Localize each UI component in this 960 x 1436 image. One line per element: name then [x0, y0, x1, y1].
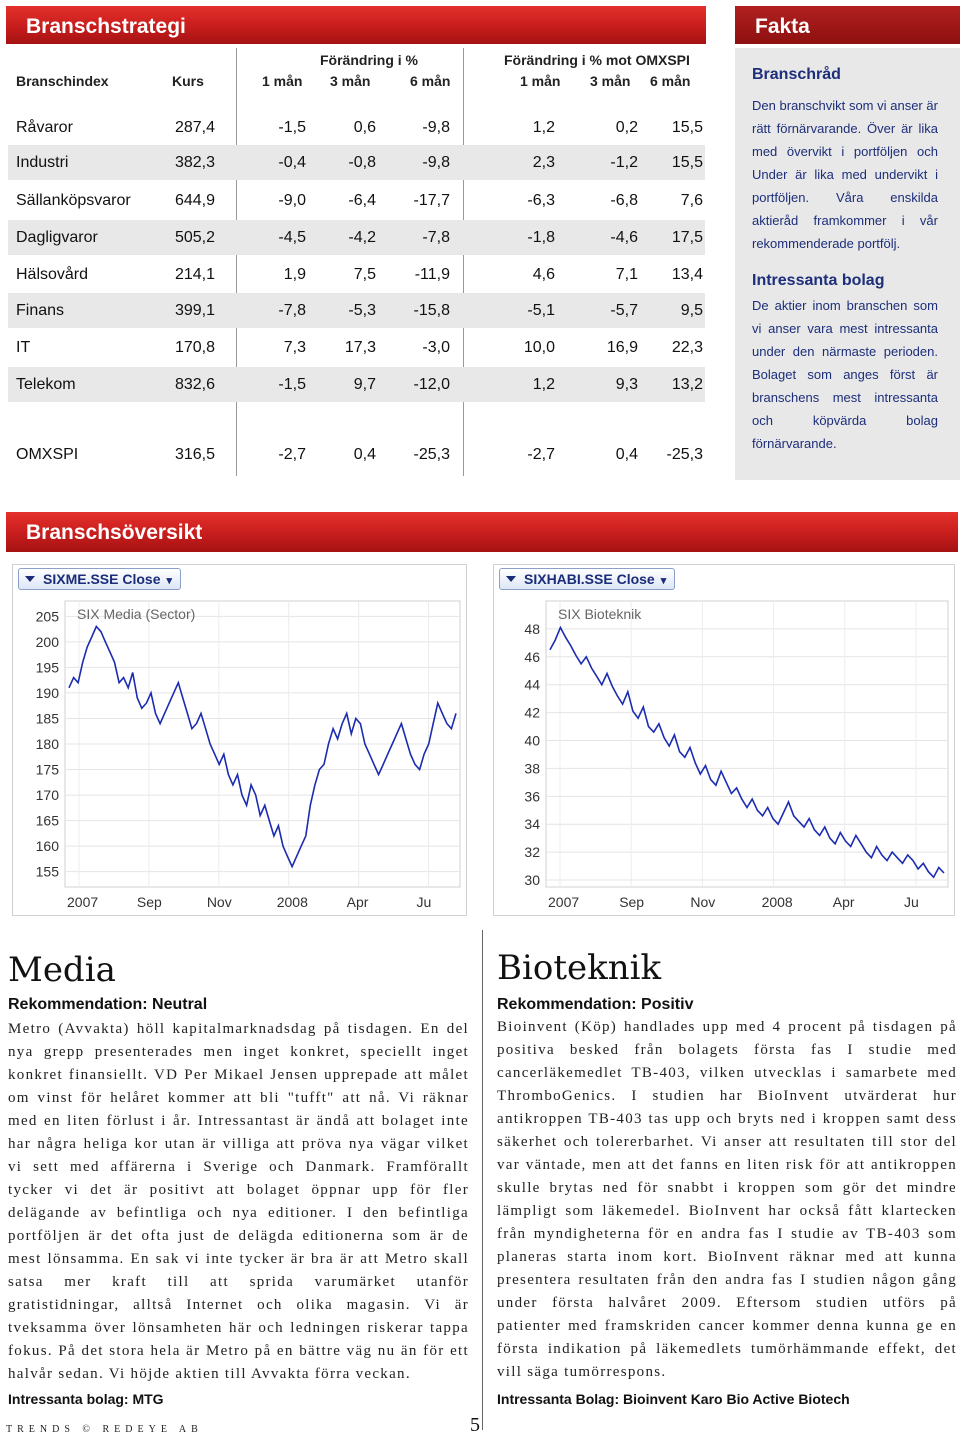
table-cell-value: 7,6	[680, 192, 703, 209]
biotech-chart-tab[interactable]	[499, 568, 675, 590]
fakta-heading-branschrad: Branschråd	[752, 66, 841, 83]
table-cell-value: -7,8	[422, 229, 450, 246]
table-row	[8, 367, 705, 402]
y-tick-label: 180	[35, 736, 59, 752]
table-cell-index-name: Råvaror	[16, 119, 73, 136]
table-row	[8, 257, 705, 292]
chart-title: SIX Media (Sector)	[77, 606, 196, 622]
x-tick-label: Apr	[832, 894, 855, 910]
y-tick-label: 44	[524, 676, 540, 693]
table-row	[8, 220, 705, 255]
biotech-chart	[493, 564, 955, 916]
table-cell-value: 170,8	[174, 339, 215, 356]
table-cell-index-name: Industri	[16, 154, 69, 171]
table-cell-value: 2,3	[532, 154, 555, 171]
media-chart	[12, 564, 467, 916]
table-cell-value: -5,7	[610, 302, 638, 319]
table-cell-value: -4,2	[348, 229, 376, 246]
table-cell-value: -9,0	[278, 192, 306, 209]
x-tick-label: 2008	[761, 894, 793, 910]
chevron-down-icon: ▾	[166, 575, 173, 587]
table-cell-index-name: Dagligvaror	[16, 229, 98, 246]
chevron-down-icon: ▾	[660, 575, 667, 587]
x-tick-label: 2007	[67, 894, 99, 910]
table-cell-value: 832,6	[174, 376, 215, 393]
x-tick-label: Ju	[416, 894, 432, 910]
media-article-body: Metro (Avvakta) höll kapitalmarknadsdag på tisdagen. En del nya grepp presenterades men inget konkret, speciellt inget konkret finansiellt. VD Per Mikael Jensen upprepade att målet om vinst för helåret kommer att bli "tufft" att nå. Vi räknar med en liten förlust i år. Intressantast är ändå att bolaget inte har några heliga kor utan är villiga att pröva nya vägar vilket vi sett med affärerna i Sverige och Danmark. Framförallt tycker vi det är positivt att bolaget öppnar upp för fler delägande av befintliga och nya editioner. I den befintliga portföljen är det ofta just de delägda editionerna som är de mest lönsamma. En sak vi inte tycker är bra är att Metro skall satsa mer kraft till att sprida varumärket utanför gratistidningar, alltså Internet och olika magasin. Vi är tveksamma över lönsamheten här och ledningen riskerar tappa fokus. På det stora hela är Metro på en bättre väg nu än för ett halvår sedan. Vi höjde aktien till Avvakta förra veckan.	[8, 1021, 469, 1382]
strategy-banner: Branschstrategi	[6, 6, 706, 44]
x-tick-label: Apr	[346, 894, 369, 910]
table-cell-index-name: Finans	[16, 302, 65, 319]
table-cell-value: 22,3	[671, 339, 703, 356]
table-cell-value: -17,7	[413, 192, 450, 209]
table-row	[8, 293, 705, 328]
x-tick-label: Ju	[903, 894, 919, 910]
fakta-banner: Fakta	[735, 6, 960, 44]
table-cell-value: 7,3	[283, 339, 306, 356]
table-cell-value: -0,8	[348, 154, 376, 171]
y-tick-label: 48	[524, 620, 540, 637]
table-cell-value: 644,9	[174, 192, 215, 209]
table-cell-value: -5,3	[348, 302, 376, 319]
y-tick-label: 195	[35, 659, 59, 676]
biotech-article-body: Bioinvent (Köp) handlades upp med 4 procent på tisdagen på positiva besked från bolagets första fas I studie med cancerläkemedlet TB-403, vilken utvecklas i samarbete med ThromboGenics. I studien har BioInvent utvärderat hur antikroppen TB-403 tas upp och bryts ned i kroppen samt dess säkerhet och tolererbarhet. Vi anser att resultaten till stor del var väntade, men att det fanns en liten risk för att antikroppen skulle brytas ned för snabbt i kroppen som gör det mindre lämpligt som läkemedel. BioInvent har också fått klartecken från myndigheterna för en andra fas I studie av TB-403 som planeras starta inom kort. BioInvent räknar med att kunna presentera resultaten från den andra fas I studien någon gång under första halvåret 2009. Eftersom studien utförs på patienter med framskriden cancer kommer denna kunna ge en första indikation på läkemedlets tumörhämmande effekt, det vill säga tumörrespons.	[497, 1019, 957, 1380]
table-cell-value: 0,4	[615, 446, 638, 463]
media-interesting-companies: Intressanta bolag: MTG	[8, 1391, 164, 1407]
table-cell-value: -6,4	[348, 192, 376, 209]
table-cell-value: -9,8	[422, 119, 450, 136]
table-cell-value: -5,1	[527, 302, 555, 319]
table-cell-value: 17,5	[671, 229, 703, 246]
footer-publisher: TRENDS © REDEYE AB	[6, 1424, 203, 1435]
table-cell-value: -3,0	[422, 339, 450, 356]
table-cell-value: -1,5	[278, 119, 306, 136]
media-recommendation: Rekommendation: Neutral	[8, 996, 208, 1013]
table-cell-value: 16,9	[606, 339, 638, 356]
table-cell-value: 13,2	[671, 376, 703, 393]
y-tick-label: 34	[524, 816, 540, 833]
column-header: Kurs	[172, 73, 204, 89]
y-tick-label: 170	[35, 787, 59, 804]
table-row	[8, 183, 705, 218]
table-cell-value: 316,5	[174, 446, 215, 463]
table-cell-value: 7,1	[615, 266, 638, 283]
table-cell-value: 399,1	[174, 302, 215, 319]
table-cell-value: 15,5	[671, 154, 703, 171]
table-row	[8, 110, 705, 145]
table-cell-value: 0,4	[353, 446, 376, 463]
table-cell-value: -6,8	[610, 192, 638, 209]
y-tick-label: 185	[35, 710, 59, 727]
y-tick-label: 32	[524, 844, 540, 861]
media-chart-tab-label: SIXME.SSE Close	[43, 571, 161, 587]
table-cell-value: -2,7	[527, 446, 555, 463]
column-header: 6 mån	[410, 73, 451, 89]
biotech-recommendation: Rekommendation: Positiv	[497, 996, 694, 1013]
table-cell-index-name: Hälsovård	[16, 266, 89, 283]
fakta-text-intressanta: De aktier inom branschen som vi anser vara mest intressanta under den närmaste perioden. Bolaget som anges först är branschens mest intressanta och köpvärda bolag förnärvarande.	[752, 298, 938, 451]
table-cell-value: -25,3	[666, 446, 703, 463]
table-cell-value: -6,3	[527, 192, 555, 209]
fakta-text-branschrad: Den branschvikt som vi anser är rätt förnärvarande. Över är lika med övervikt i portföljen och Under är lika med undervikt i portföljen. Våra enskilda aktieråd framkommer i vår rekommenderade portfölj.	[752, 98, 938, 251]
table-cell-value: 1,2	[532, 376, 555, 393]
media-chart-tab[interactable]	[18, 568, 181, 590]
x-tick-label: 2008	[276, 894, 308, 910]
table-cell-value: -12,0	[413, 376, 450, 393]
table-cell-value: -7,8	[278, 302, 306, 319]
table-cell-value: -0,4	[278, 154, 306, 171]
y-tick-label: 36	[524, 788, 540, 805]
biotech-chart-plot	[494, 593, 954, 915]
table-cell-value: -1,2	[610, 154, 638, 171]
media-chart-plot	[13, 593, 466, 915]
column-header: 1 mån	[520, 73, 561, 89]
y-tick-label: 30	[524, 872, 540, 889]
table-cell-value: -15,8	[413, 302, 450, 319]
table-cell-value: 9,7	[353, 376, 376, 393]
table-cell-index-name: Telekom	[16, 376, 76, 393]
table-cell-value: -2,7	[278, 446, 306, 463]
table-cell-value: -4,5	[278, 229, 306, 246]
biotech-chart-tab-label: SIXHABI.SSE Close	[524, 571, 655, 587]
table-cell-value: -11,9	[414, 266, 450, 283]
y-tick-label: 46	[524, 648, 540, 665]
table-cell-value: 287,4	[174, 119, 215, 136]
x-tick-label: 2007	[548, 894, 580, 910]
table-cell-value: 1,2	[532, 119, 555, 136]
table-row	[8, 330, 705, 365]
table-cell-value: -9,8	[422, 154, 450, 171]
table-cell-value: 382,3	[174, 154, 215, 171]
table-cell-value: -25,3	[413, 446, 450, 463]
column-header: 3 mån	[330, 73, 371, 89]
x-tick-label: Nov	[690, 894, 716, 910]
table-cell-value: 0,2	[615, 119, 638, 136]
y-tick-label: 175	[35, 761, 59, 778]
biotech-interesting-companies: Intressanta Bolag: Bioinvent Karo Bio Active Biotech	[497, 1391, 850, 1407]
dropdown-icon	[506, 576, 516, 582]
page-number: 5	[470, 1414, 480, 1436]
table-cell-index-name: Sällanköpsvaror	[16, 192, 131, 209]
y-tick-label: 190	[35, 684, 59, 701]
table-cell-value: 1,9	[283, 266, 306, 283]
table-cell-value: 7,5	[353, 266, 376, 283]
table-cell-value: 505,2	[174, 229, 215, 246]
table-cell-value: -1,5	[278, 376, 306, 393]
table-cell-value: 17,3	[344, 339, 376, 356]
table-cell-value: -1,8	[527, 229, 555, 246]
y-tick-label: 160	[35, 838, 59, 855]
x-tick-label: Sep	[619, 894, 645, 910]
y-tick-label: 205	[35, 608, 59, 625]
plot-area	[546, 601, 948, 887]
column-header: 6 mån	[650, 73, 691, 89]
media-title: Media	[8, 950, 116, 990]
column-header: 1 mån	[262, 73, 303, 89]
table-cell-value: 4,6	[532, 266, 555, 283]
group-header-vs-omxspi: Förändring i % mot OMXSPI	[504, 52, 690, 68]
x-tick-label: Nov	[206, 894, 232, 910]
biotech-title: Bioteknik	[497, 948, 662, 988]
table-cell-value: 10,0	[523, 339, 555, 356]
column-header: 3 mån	[590, 73, 631, 89]
column-header: Branschindex	[16, 73, 109, 89]
table-cell-value: 13,4	[671, 266, 703, 283]
y-tick-label: 40	[524, 732, 540, 749]
overview-banner: Branschsöversikt	[6, 512, 958, 552]
y-tick-label: 42	[524, 704, 540, 721]
y-tick-label: 155	[35, 863, 59, 880]
table-row	[8, 437, 705, 472]
table-cell-value: -4,6	[610, 229, 638, 246]
table-cell-value: 9,3	[615, 376, 638, 393]
table-cell-index-name: IT	[16, 339, 31, 356]
table-cell-value: 15,5	[671, 119, 703, 136]
table-cell-value: 9,5	[680, 302, 703, 319]
chart-title: SIX Bioteknik	[558, 606, 642, 622]
table-cell-value: 0,6	[353, 119, 376, 136]
column-divider	[482, 930, 483, 1430]
dropdown-icon	[25, 576, 35, 582]
y-tick-label: 165	[35, 812, 59, 829]
table-cell-index-name: OMXSPI	[16, 446, 79, 463]
fakta-heading-intressanta: Intressanta bolag	[752, 272, 885, 289]
group-header-change: Förändring i %	[320, 52, 418, 68]
y-tick-label: 200	[35, 633, 59, 650]
table-row	[8, 145, 705, 180]
y-tick-label: 38	[524, 760, 540, 777]
x-tick-label: Sep	[136, 894, 162, 910]
table-cell-value: 214,1	[174, 266, 215, 283]
